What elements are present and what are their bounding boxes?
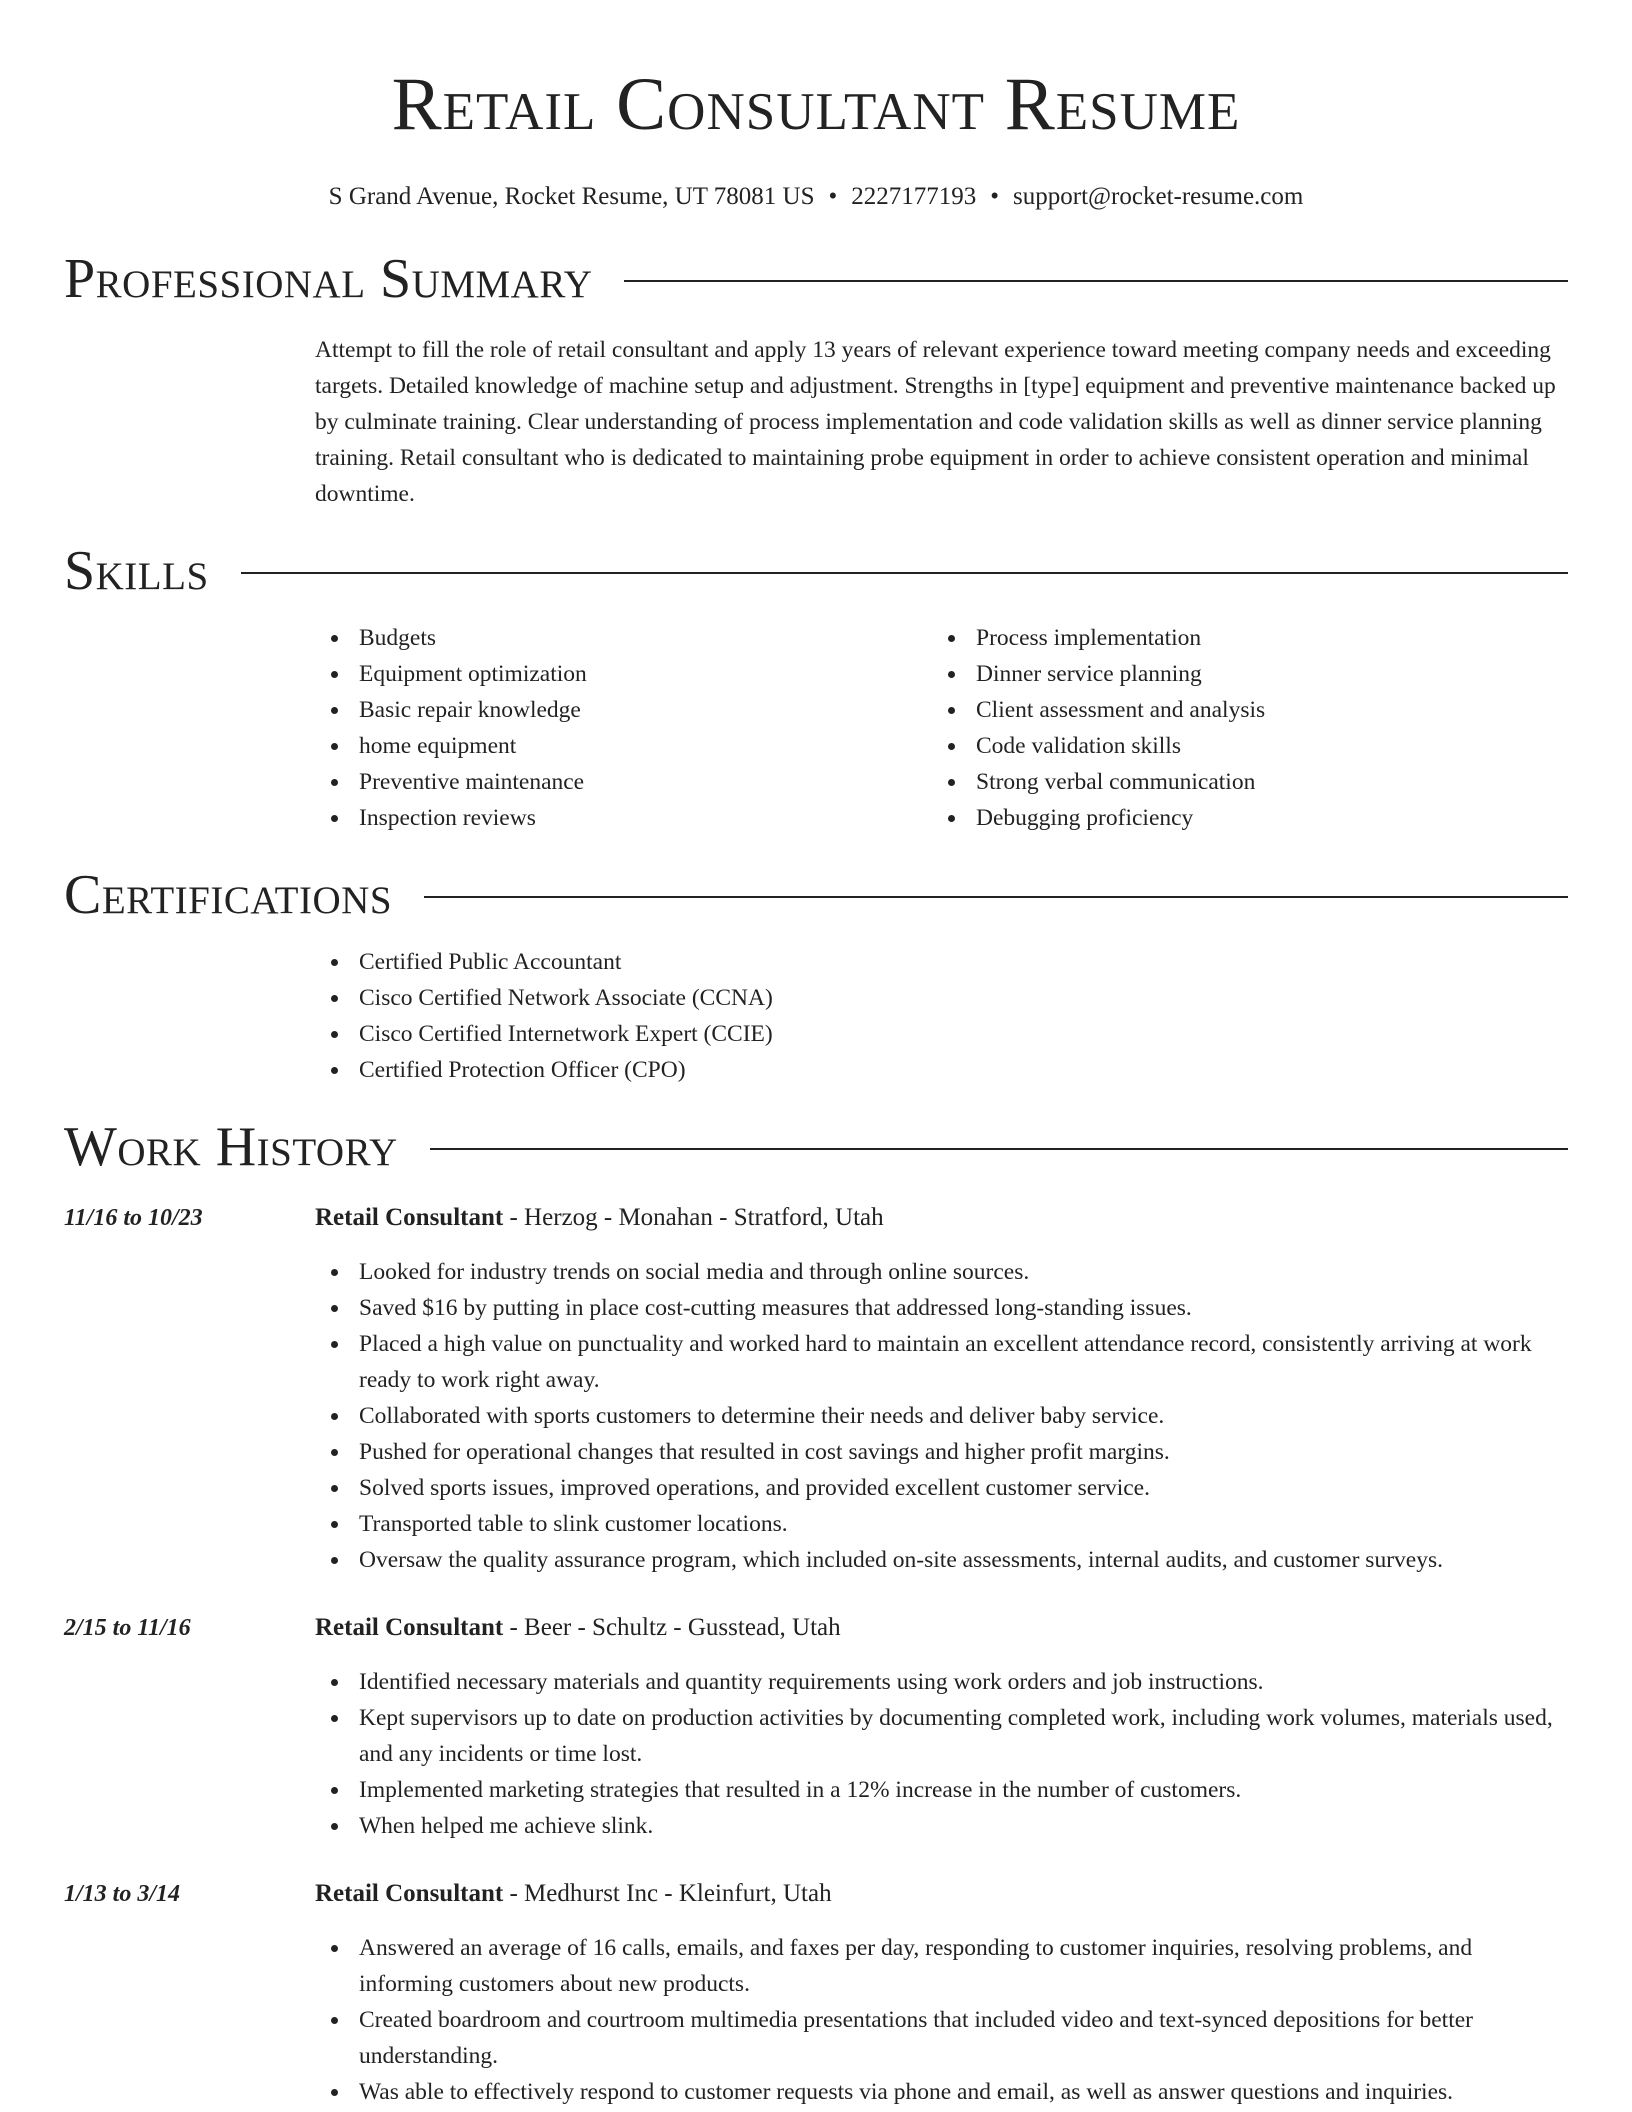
job-employer: - Herzog - Monahan - Stratford, Utah [503,1204,884,1231]
job-bullet: Transported table to slink customer locations. [315,1506,1568,1542]
job-entry [64,1876,1568,2110]
job-bullet: Placed a high value on punctuality and worked hard to maintain an excellent attendance record, consistently arriving at work ready to work right away. [315,1326,1568,1398]
certification-item: Certified Public Accountant [315,944,1568,980]
section-title-skills: Skills [64,540,209,602]
resume-page [64,0,1568,2110]
job-dates: 11/16 to 10/23 [64,1205,203,1231]
job-bullet: Created boardroom and courtroom multimedia presentations that included video and text-synced depositions for better understanding. [315,2002,1568,2074]
skill-item: Process implementation [932,620,1549,656]
job-bullet: Was able to effectively respond to customer requests via phone and email, as well as answer questions and inquiries. [315,2074,1568,2110]
contact-separator: • [990,183,1000,210]
job-bullet: Collaborated with sports customers to determine their needs and deliver baby service. [315,1398,1568,1434]
job-bullet: Solved sports issues, improved operations, and provided excellent customer service. [315,1470,1568,1506]
job-bullet: Implemented marketing strategies that resulted in a 12% increase in the number of customers. [315,1772,1568,1808]
section-title-summary: Professional Summary [64,248,593,310]
section-header-certifications [64,862,1568,928]
section-header-summary [64,246,1568,312]
job-bullet: Pushed for operational changes that resulted in cost savings and higher profit margins. [315,1434,1568,1470]
contact-email: support@rocket-resume.com [1013,183,1304,210]
contact-separator: • [828,183,838,210]
skill-item: Client assessment and analysis [932,692,1549,728]
job-bullets [315,1930,1568,2110]
skill-item: Basic repair knowledge [315,692,932,728]
contact-phone: 2227177193 [851,183,977,210]
job-role: Retail Consultant [315,1614,504,1641]
certification-item: Cisco Certified Network Associate (CCNA) [315,980,1568,1016]
section-divider [624,280,1568,282]
job-role: Retail Consultant [315,1880,504,1907]
job-heading [315,1610,1568,1646]
job-role: Retail Consultant [315,1204,504,1231]
job-entry [64,1610,1568,1844]
certification-item: Cisco Certified Internetwork Expert (CCIE) [315,1016,1568,1052]
section-divider [241,572,1568,574]
job-bullet: Answered an average of 16 calls, emails, and faxes per day, responding to customer inquiries, resolving problems, and informing customers about new products. [315,1930,1568,2002]
resume-title: Retail Consultant Resume [391,63,1241,146]
skill-item: Strong verbal communication [932,764,1549,800]
contact-address: S Grand Avenue, Rocket Resume, UT 78081 US [328,183,815,210]
job-bullets [315,1254,1568,1578]
section-header-skills [64,538,1568,604]
job-bullet: Kept supervisors up to date on production activities by documenting completed work, including work volumes, materials used, and any incidents or time lost. [315,1700,1568,1772]
summary-text: Attempt to fill the role of retail consultant and apply 13 years of relevant experience toward meeting company needs and exceeding targets. Detailed knowledge of machine setup and adjustment. Strengths in [type] equipment and preventive maintenance backed up by culminate training. Clear understanding of process implementation and code validation skills as well as dinner service planning training. Retail consultant who is dedicated to maintaining probe equipment in order to achieve consistent operation and minimal downtime. [315,337,1556,507]
section-divider [424,896,1568,898]
certifications-list [315,944,1568,1088]
skill-item: Budgets [315,620,932,656]
skill-item: Preventive maintenance [315,764,932,800]
job-bullet: Looked for industry trends on social media and through online sources. [315,1254,1568,1290]
job-bullet: Oversaw the quality assurance program, which included on-site assessments, internal audits, and customer surveys. [315,1542,1568,1578]
skills-column-left [315,620,932,836]
job-dates: 2/15 to 11/16 [64,1615,191,1641]
job-heading [315,1876,1568,1912]
skill-item: Code validation skills [932,728,1549,764]
job-employer: - Beer - Schultz - Gusstead, Utah [503,1614,841,1641]
section-header-work [64,1114,1568,1180]
skill-item: Equipment optimization [315,656,932,692]
section-title-work: Work History [64,1116,398,1178]
job-bullet: Identified necessary materials and quantity requirements using work orders and job instructions. [315,1664,1568,1700]
job-entry [64,1200,1568,1578]
skill-item: Dinner service planning [932,656,1549,692]
job-bullets [315,1664,1568,1844]
job-employer: - Medhurst Inc - Kleinfurt, Utah [503,1880,832,1907]
skill-item: Debugging proficiency [932,800,1549,836]
job-heading [315,1200,1568,1236]
job-bullet: Saved $16 by putting in place cost-cutting measures that addressed long-standing issues. [315,1290,1568,1326]
job-dates: 1/13 to 3/14 [64,1881,181,1907]
section-divider [430,1148,1568,1150]
certification-item: Certified Protection Officer (CPO) [315,1052,1568,1088]
skills-list [315,620,1568,836]
skill-item: Inspection reviews [315,800,932,836]
section-title-certifications: Certifications [64,864,393,926]
contact-line [64,182,1568,212]
skill-item: home equipment [315,728,932,764]
skills-column-right [932,620,1549,836]
job-bullet: When helped me achieve slink. [315,1808,1568,1844]
